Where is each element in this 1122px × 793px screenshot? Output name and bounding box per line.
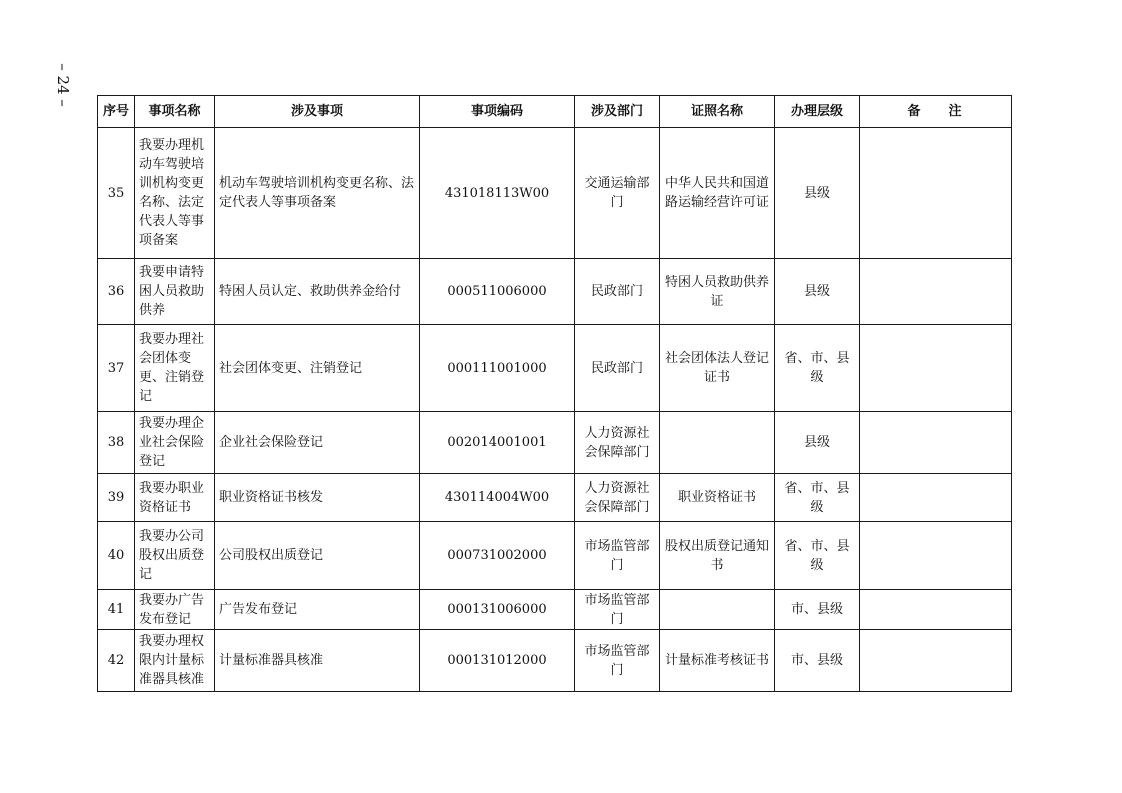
header-code: 事项编码 — [420, 96, 575, 128]
page-number: – 24 – — [54, 63, 72, 107]
table-row — [98, 259, 1012, 325]
cell-code: 000131012000 — [420, 630, 575, 692]
cell-cert: 股权出质登记通知书 — [660, 522, 775, 590]
cell-code: 002014001001 — [420, 412, 575, 474]
cell-dept: 交通运输部门 — [575, 128, 660, 259]
cell-matter: 广告发布登记 — [215, 590, 420, 630]
cell-seq: 39 — [98, 474, 135, 522]
cell-seq: 42 — [98, 630, 135, 692]
cell-seq: 37 — [98, 325, 135, 412]
cell-cert — [660, 412, 775, 474]
cell-level: 县级 — [775, 128, 860, 259]
cell-code: 000511006000 — [420, 259, 575, 325]
table-row — [98, 630, 1012, 692]
cell-name: 我要办公司股权出质登记 — [135, 522, 215, 590]
cell-name: 我要办理企业社会保险登记 — [135, 412, 215, 474]
table-row — [98, 325, 1012, 412]
cell-note — [860, 630, 1012, 692]
cell-note — [860, 325, 1012, 412]
cell-code: 431018113W00 — [420, 128, 575, 259]
header-note: 备 注 — [860, 96, 1012, 128]
table-header-row — [98, 96, 1012, 128]
cell-name: 我要办理权限内计量标准器具核准 — [135, 630, 215, 692]
cell-note — [860, 522, 1012, 590]
cell-level: 省、市、县级 — [775, 522, 860, 590]
cell-level: 县级 — [775, 412, 860, 474]
cell-cert: 中华人民共和国道路运输经营许可证 — [660, 128, 775, 259]
cell-cert: 社会团体法人登记证书 — [660, 325, 775, 412]
cell-matter: 职业资格证书核发 — [215, 474, 420, 522]
header-name: 事项名称 — [135, 96, 215, 128]
header-cert: 证照名称 — [660, 96, 775, 128]
header-dept: 涉及部门 — [575, 96, 660, 128]
cell-cert: 计量标准考核证书 — [660, 630, 775, 692]
cell-dept: 民政部门 — [575, 325, 660, 412]
cell-note — [860, 412, 1012, 474]
cell-seq: 40 — [98, 522, 135, 590]
header-level: 办理层级 — [775, 96, 860, 128]
header-seq: 序号 — [98, 96, 135, 128]
cell-seq: 38 — [98, 412, 135, 474]
cell-matter: 计量标准器具核准 — [215, 630, 420, 692]
cell-dept: 市场监管部门 — [575, 522, 660, 590]
cell-note — [860, 590, 1012, 630]
table-row — [98, 128, 1012, 259]
cell-matter: 社会团体变更、注销登记 — [215, 325, 420, 412]
cell-cert: 职业资格证书 — [660, 474, 775, 522]
cell-level: 县级 — [775, 259, 860, 325]
cell-matter: 公司股权出质登记 — [215, 522, 420, 590]
cell-code: 000111001000 — [420, 325, 575, 412]
cell-dept: 人力资源社会保障部门 — [575, 412, 660, 474]
cell-cert — [660, 590, 775, 630]
cell-code: 000131006000 — [420, 590, 575, 630]
cell-seq: 41 — [98, 590, 135, 630]
header-matter: 涉及事项 — [215, 96, 420, 128]
table-row — [98, 522, 1012, 590]
cell-level: 市、县级 — [775, 590, 860, 630]
table-row — [98, 474, 1012, 522]
table-row — [98, 590, 1012, 630]
cell-name: 我要申请特困人员救助供养 — [135, 259, 215, 325]
cell-name: 我要办理机动车驾驶培训机构变更名称、法定代表人等事项备案 — [135, 128, 215, 259]
cell-name: 我要办职业资格证书 — [135, 474, 215, 522]
cell-matter: 企业社会保险登记 — [215, 412, 420, 474]
cell-name: 我要办理社会团体变更、注销登记 — [135, 325, 215, 412]
cell-note — [860, 474, 1012, 522]
cell-note — [860, 259, 1012, 325]
cell-seq: 35 — [98, 128, 135, 259]
cell-cert: 特困人员救助供养证 — [660, 259, 775, 325]
cell-note — [860, 128, 1012, 259]
cell-code: 430114004W00 — [420, 474, 575, 522]
cell-matter: 机动车驾驶培训机构变更名称、法定代表人等事项备案 — [215, 128, 420, 259]
cell-level: 省、市、县级 — [775, 325, 860, 412]
cell-level: 省、市、县级 — [775, 474, 860, 522]
cell-level: 市、县级 — [775, 630, 860, 692]
cell-dept: 市场监管部门 — [575, 630, 660, 692]
service-items-table — [97, 95, 1012, 692]
table-row — [98, 412, 1012, 474]
cell-name: 我要办广告发布登记 — [135, 590, 215, 630]
cell-matter: 特困人员认定、救助供养金给付 — [215, 259, 420, 325]
cell-dept: 市场监管部门 — [575, 590, 660, 630]
cell-code: 000731002000 — [420, 522, 575, 590]
cell-seq: 36 — [98, 259, 135, 325]
cell-dept: 人力资源社会保障部门 — [575, 474, 660, 522]
cell-dept: 民政部门 — [575, 259, 660, 325]
